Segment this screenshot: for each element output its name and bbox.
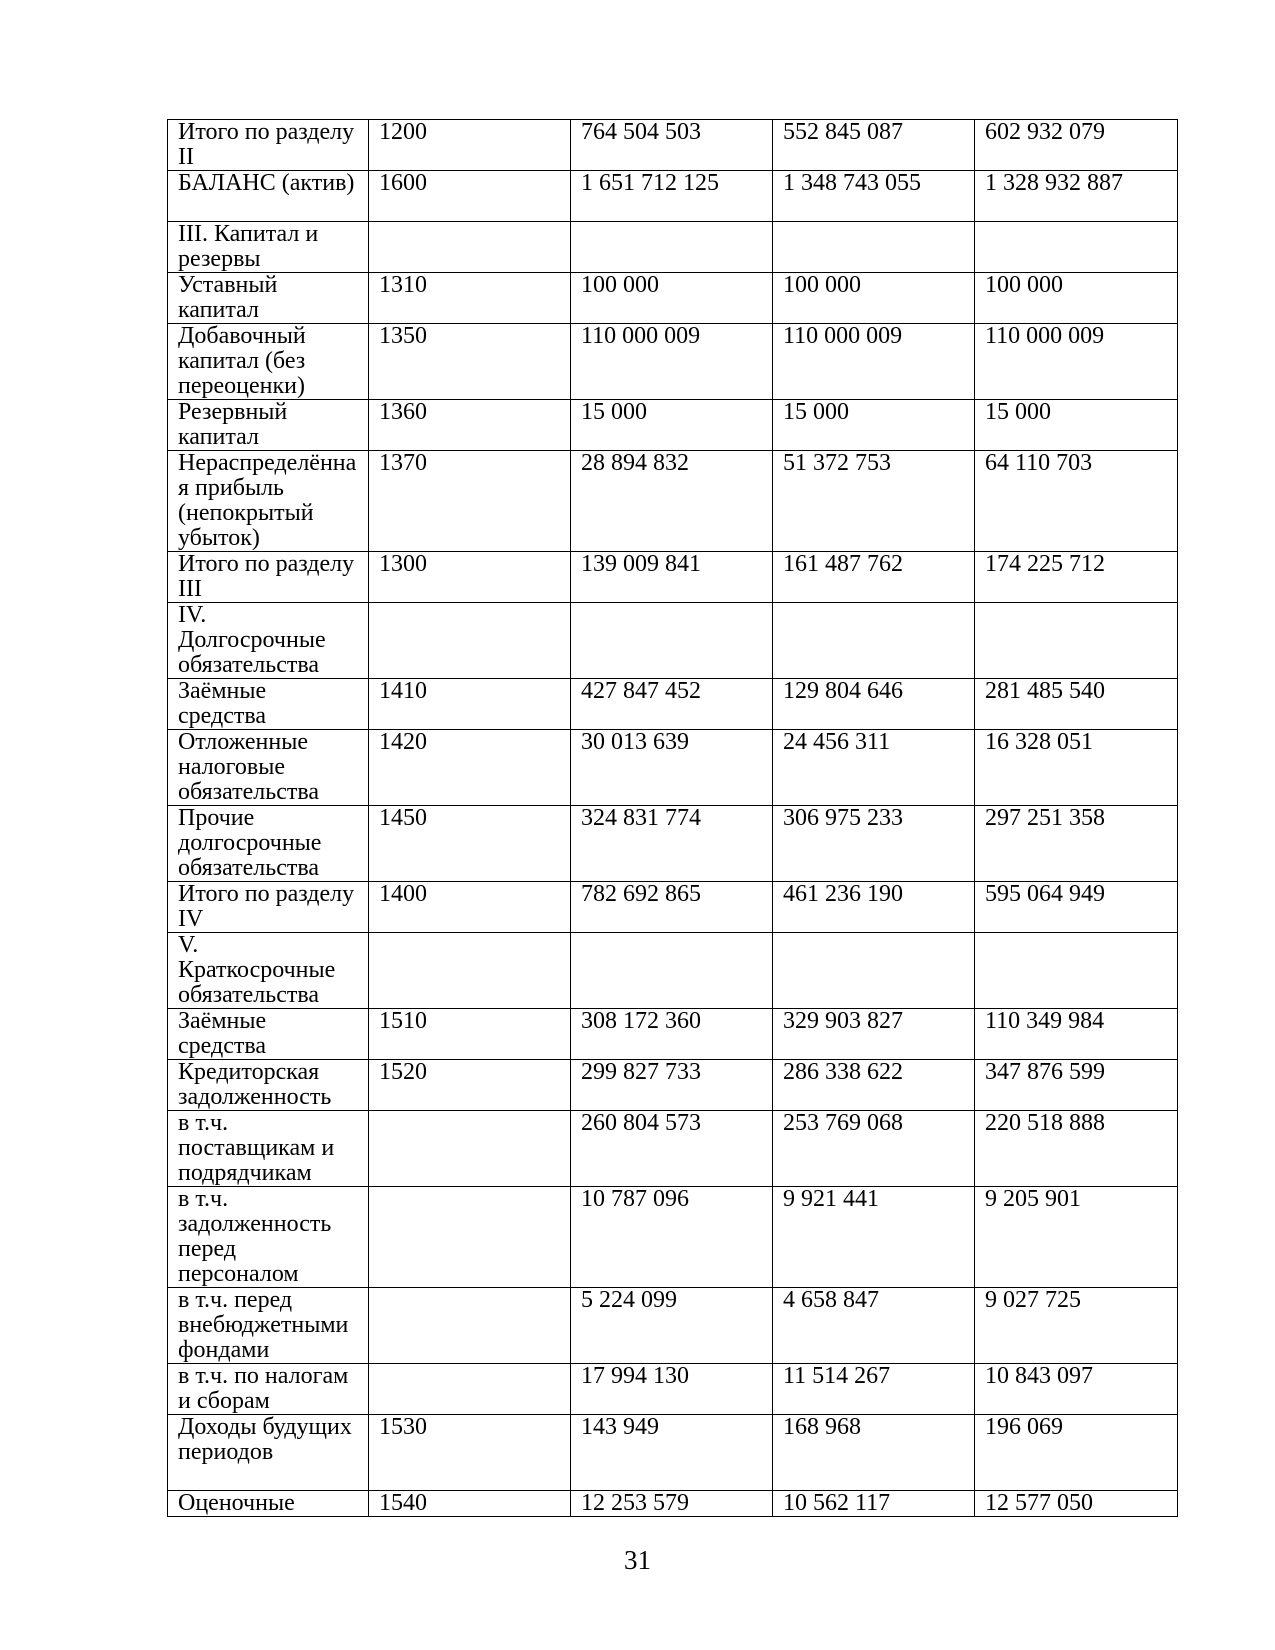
- row-value-3: 297 251 358: [975, 806, 1178, 882]
- row-value-1: 1 651 712 125: [571, 171, 773, 222]
- section-title: V. Краткосрочные обязательства: [168, 933, 369, 1009]
- row-label: Нераспределённая прибыль (непокрытый убыток): [168, 451, 369, 552]
- row-value-3: 16 328 051: [975, 730, 1178, 806]
- row-label: Добавочный капитал (без переоценки): [168, 324, 369, 400]
- row-value-1: [571, 222, 773, 273]
- table-row: [168, 1187, 1178, 1288]
- page-number: 31: [624, 1545, 651, 1575]
- row-value-1: 324 831 774: [571, 806, 773, 882]
- table-row: [168, 1060, 1178, 1111]
- row-value-1: [571, 603, 773, 679]
- table-row: [168, 1288, 1178, 1364]
- row-value-3: [975, 933, 1178, 1009]
- row-value-1: 110 000 009: [571, 324, 773, 400]
- row-label: Оценочные: [168, 1491, 369, 1517]
- row-code: 1410: [369, 679, 571, 730]
- section-header-row: [168, 603, 1178, 679]
- table-row: [168, 171, 1178, 222]
- table-row: [168, 451, 1178, 552]
- row-label: Доходы будущих периодов: [168, 1415, 369, 1491]
- row-value-3: 347 876 599: [975, 1060, 1178, 1111]
- row-value-3: 12 577 050: [975, 1491, 1178, 1517]
- table-row: [168, 1415, 1178, 1491]
- section-header-row: [168, 933, 1178, 1009]
- row-value-3: 220 518 888: [975, 1111, 1178, 1187]
- row-label: Резервный капитал: [168, 400, 369, 451]
- table-row: [168, 1009, 1178, 1060]
- row-code: 1540: [369, 1491, 571, 1517]
- row-value-1: 17 994 130: [571, 1364, 773, 1415]
- table-row: [168, 552, 1178, 603]
- section-header-row: [168, 222, 1178, 273]
- row-code: [369, 222, 571, 273]
- row-label: в т.ч. по налогам и сборам: [168, 1364, 369, 1415]
- row-value-1: 30 013 639: [571, 730, 773, 806]
- row-value-1: [571, 933, 773, 1009]
- row-code: 1370: [369, 451, 571, 552]
- row-value-2: [773, 933, 975, 1009]
- row-code: 1200: [369, 120, 571, 171]
- row-value-2: 329 903 827: [773, 1009, 975, 1060]
- table-row: [168, 1111, 1178, 1187]
- row-code: 1420: [369, 730, 571, 806]
- row-value-2: 1 348 743 055: [773, 171, 975, 222]
- table-row: [168, 1491, 1178, 1517]
- row-value-1: 139 009 841: [571, 552, 773, 603]
- row-label: в т.ч. поставщикам и подрядчикам: [168, 1111, 369, 1187]
- row-value-2: [773, 222, 975, 273]
- row-value-2: 161 487 762: [773, 552, 975, 603]
- row-code: 1600: [369, 171, 571, 222]
- row-code: [369, 1288, 571, 1364]
- row-value-3: 110 349 984: [975, 1009, 1178, 1060]
- row-code: 1310: [369, 273, 571, 324]
- row-code: 1520: [369, 1060, 571, 1111]
- row-value-1: 782 692 865: [571, 882, 773, 933]
- row-value-2: 4 658 847: [773, 1288, 975, 1364]
- row-code: 1360: [369, 400, 571, 451]
- row-value-2: 10 562 117: [773, 1491, 975, 1517]
- table-row: [168, 1364, 1178, 1415]
- table-row: [168, 679, 1178, 730]
- row-value-3: 1 328 932 887: [975, 171, 1178, 222]
- row-code: 1300: [369, 552, 571, 603]
- balance-sheet-table: [167, 119, 1178, 1517]
- table-row: [168, 400, 1178, 451]
- row-value-1: 15 000: [571, 400, 773, 451]
- table-row: [168, 324, 1178, 400]
- row-code: [369, 933, 571, 1009]
- row-label: Кредиторская задолженность: [168, 1060, 369, 1111]
- row-value-1: 427 847 452: [571, 679, 773, 730]
- row-value-2: 306 975 233: [773, 806, 975, 882]
- row-label: в т.ч. задолженность перед персоналом: [168, 1187, 369, 1288]
- row-value-2: 15 000: [773, 400, 975, 451]
- row-label: Заёмные средства: [168, 679, 369, 730]
- row-value-2: 100 000: [773, 273, 975, 324]
- table-row: [168, 120, 1178, 171]
- row-value-2: 168 968: [773, 1415, 975, 1491]
- row-value-2: 24 456 311: [773, 730, 975, 806]
- section-title: IV. Долгосрочные обязательства: [168, 603, 369, 679]
- row-value-3: 595 064 949: [975, 882, 1178, 933]
- row-value-1: 308 172 360: [571, 1009, 773, 1060]
- row-value-3: 64 110 703: [975, 451, 1178, 552]
- row-value-3: 602 932 079: [975, 120, 1178, 171]
- row-value-1: 143 949: [571, 1415, 773, 1491]
- row-value-2: 110 000 009: [773, 324, 975, 400]
- table-row: [168, 730, 1178, 806]
- table-row: [168, 882, 1178, 933]
- row-code: [369, 1187, 571, 1288]
- row-code: 1400: [369, 882, 571, 933]
- row-value-1: 299 827 733: [571, 1060, 773, 1111]
- row-value-3: 10 843 097: [975, 1364, 1178, 1415]
- row-value-3: 110 000 009: [975, 324, 1178, 400]
- row-code: 1510: [369, 1009, 571, 1060]
- row-label: Итого по разделу III: [168, 552, 369, 603]
- table-row: [168, 273, 1178, 324]
- row-value-2: 286 338 622: [773, 1060, 975, 1111]
- row-value-1: 764 504 503: [571, 120, 773, 171]
- row-label: БАЛАНС (актив): [168, 171, 369, 222]
- row-code: 1350: [369, 324, 571, 400]
- row-code: [369, 603, 571, 679]
- row-value-3: 174 225 712: [975, 552, 1178, 603]
- row-code: [369, 1364, 571, 1415]
- row-value-1: 5 224 099: [571, 1288, 773, 1364]
- row-value-3: 281 485 540: [975, 679, 1178, 730]
- row-value-1: 260 804 573: [571, 1111, 773, 1187]
- row-value-3: 15 000: [975, 400, 1178, 451]
- table-body: [168, 120, 1178, 1517]
- row-code: 1530: [369, 1415, 571, 1491]
- row-label: Итого по разделу II: [168, 120, 369, 171]
- table-row: [168, 806, 1178, 882]
- row-label: Прочие долгосрочные обязательства: [168, 806, 369, 882]
- row-code: [369, 1111, 571, 1187]
- row-label: Уставный капитал: [168, 273, 369, 324]
- row-value-2: 461 236 190: [773, 882, 975, 933]
- section-title: III. Капитал и резервы: [168, 222, 369, 273]
- row-value-2: 51 372 753: [773, 451, 975, 552]
- row-value-2: 552 845 087: [773, 120, 975, 171]
- row-value-3: 9 205 901: [975, 1187, 1178, 1288]
- row-value-3: 9 027 725: [975, 1288, 1178, 1364]
- row-value-1: 28 894 832: [571, 451, 773, 552]
- row-value-3: 100 000: [975, 273, 1178, 324]
- row-label: Отложенные налоговые обязательства: [168, 730, 369, 806]
- row-value-3: [975, 222, 1178, 273]
- row-label: Итого по разделу IV: [168, 882, 369, 933]
- row-value-3: [975, 603, 1178, 679]
- row-label: в т.ч. перед внебюджетными фондами: [168, 1288, 369, 1364]
- row-value-2: 11 514 267: [773, 1364, 975, 1415]
- row-value-2: 253 769 068: [773, 1111, 975, 1187]
- row-value-2: 129 804 646: [773, 679, 975, 730]
- row-value-3: 196 069: [975, 1415, 1178, 1491]
- row-value-1: 12 253 579: [571, 1491, 773, 1517]
- row-value-1: 100 000: [571, 273, 773, 324]
- row-code: 1450: [369, 806, 571, 882]
- row-value-1: 10 787 096: [571, 1187, 773, 1288]
- row-label: Заёмные средства: [168, 1009, 369, 1060]
- row-value-2: [773, 603, 975, 679]
- row-value-2: 9 921 441: [773, 1187, 975, 1288]
